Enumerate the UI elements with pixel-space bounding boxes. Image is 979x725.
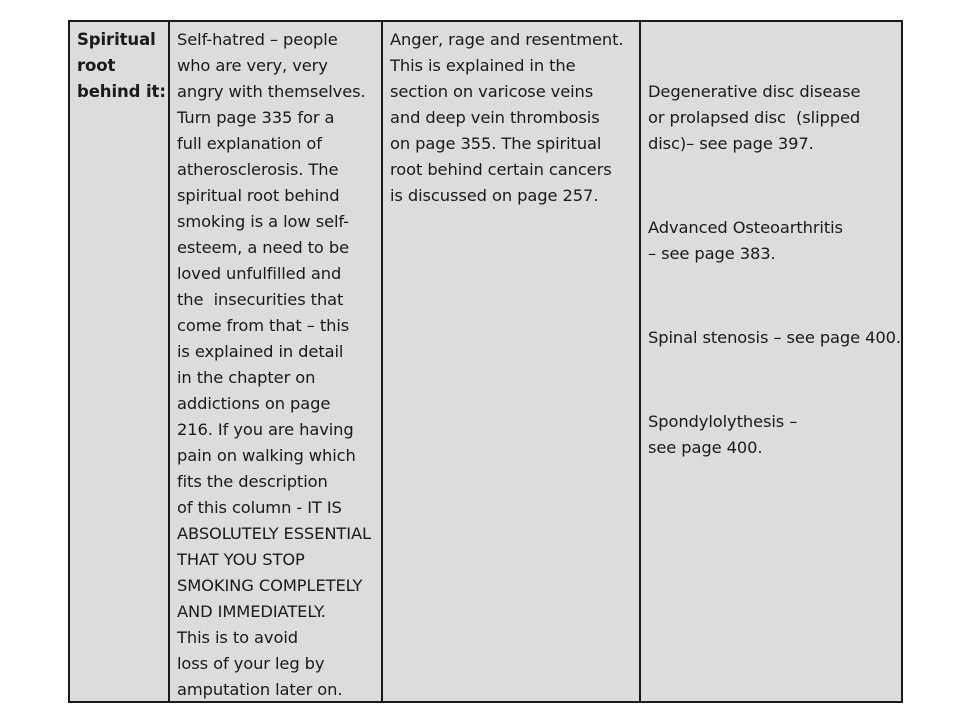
claudication-text: Self-hatred – people who are very, very angry with themselves. Turn page 335 for a full explanation of atherosclerosis. The spiritual root behind smoking is a low self- esteem, a need to be loved unfulfilled and the insecurities that come from that – this is explained in detail in the chapter on addictions on page 216. If you are having pain on walking which fits the description of this column - IT IS ABSOLUTELY ESSENTIAL THAT YOU STOP SMOKING COMPLETELY AND IMMEDIATELY. This is to avoid loss of your leg by amputation later on.	[177, 30, 371, 699]
spinal-paragraph-osteoarthritis: Advanced Osteoarthritis – see page 383.	[648, 218, 843, 263]
row-header-cell	[70, 22, 170, 701]
row-header-label: Spiritual root behind it:	[77, 30, 166, 101]
spiritual-root-table	[68, 20, 903, 703]
claudication-cell	[170, 22, 383, 701]
spinal-cell	[641, 22, 901, 701]
spinal-paragraph-stenosis: Spinal stenosis – see page 400.	[648, 328, 902, 347]
venous-cell	[383, 22, 641, 701]
spinal-text	[648, 27, 902, 513]
spinal-paragraph-disc: Degenerative disc disease or prolapsed disc (slipped disc)– see page 397.	[648, 82, 861, 153]
spinal-paragraph-spondylolysthesis: Spondylolythesis – see page 400.	[648, 412, 798, 457]
venous-text: Anger, rage and resentment. This is explained in the section on varicose veins and deep vein thrombosis on page 355. The spiritual root behind certain cancers is discussed on page 257.	[390, 30, 624, 205]
